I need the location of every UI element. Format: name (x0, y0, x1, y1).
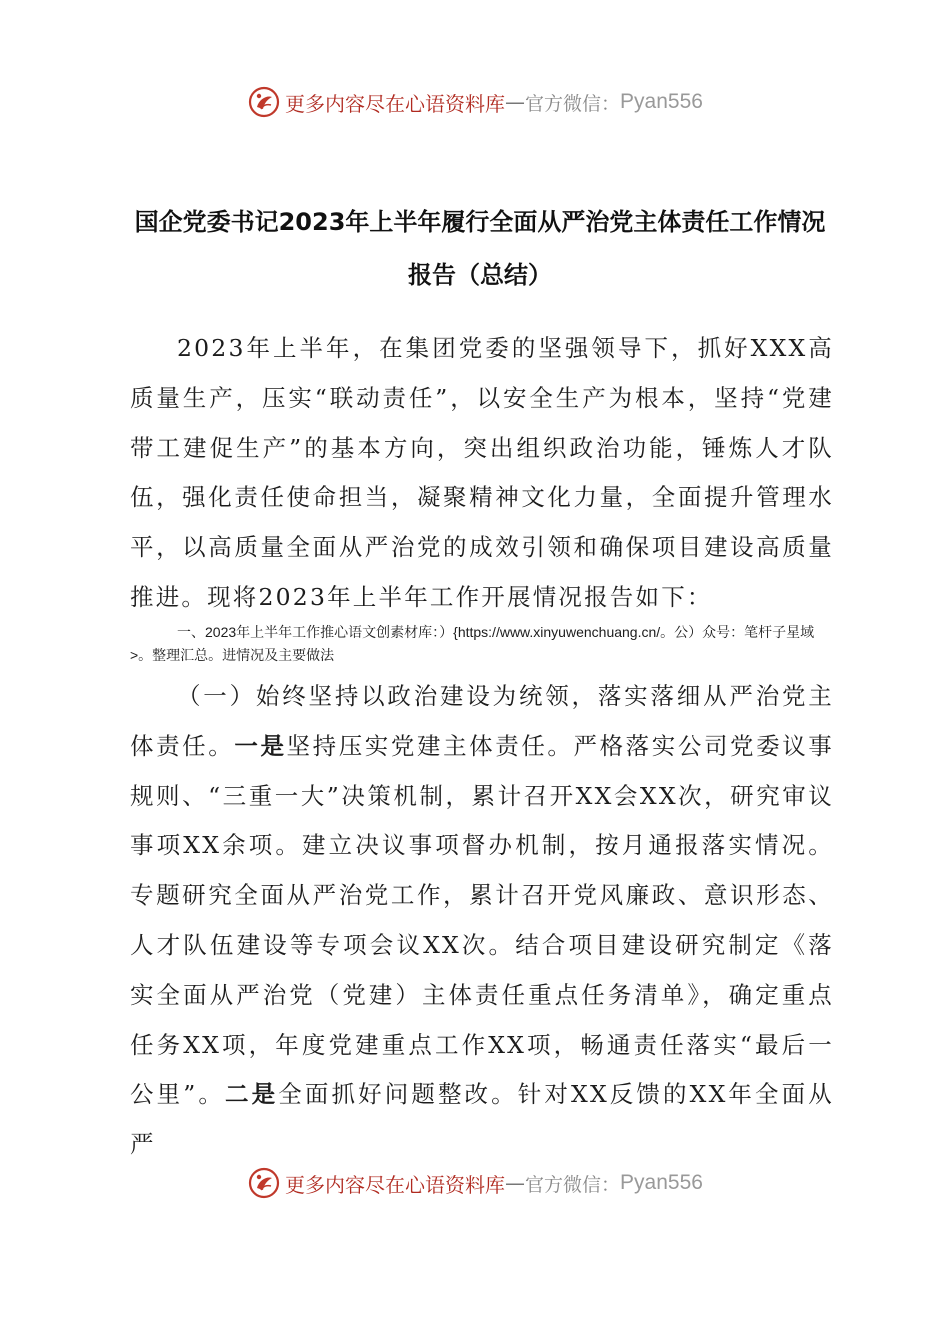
footer-brand-text: 更多内容尽在心语资料库 (285, 1172, 506, 1197)
flower-logo-icon (247, 85, 281, 119)
paragraph-lead: （一）始终坚持以政治建设为统领，落实落细从严治党主体责任。 (130, 682, 834, 760)
flower-logo-icon (247, 1166, 281, 1200)
footer-dash: — (505, 1171, 526, 1195)
banner-brand-text: 更多内容尽在心语资料库 (285, 91, 506, 116)
section-heading-note: 一、2023年上半年工作推心语文创素材库：）{https://www.xinyuwenchuang.cn/。公）众号：笔杆子星域>。整理汇总。进情况及主要做法 (130, 624, 815, 663)
banner-dash: — (505, 90, 526, 114)
paragraph-text-first: 坚持压实党建主体责任。严格落实公司党委议事规则、“三重一大”决策机制，累计召开XX会XX次，研究审议事项XX余项。建立决议事项督办机制，按月通报落实情况。专题研究全面从严治党工作，累计召开党风廉政、意识形态、人才队伍建设等专项会议XX次。结合项目建设研究制定《落实全面从严治党（党建）主体责任重点任务清单》，确定重点任务XX项，年度党建重点工作XX项，畅通责任落实“最后一公里”。 (130, 731, 834, 1109)
footer-banner (0, 1161, 950, 1205)
document-title: 国企党委书记2023年上半年履行全面从严治党主体责任工作情况报告（总结） (134, 208, 826, 289)
footer-contact-label: 官方微信： (525, 1173, 621, 1196)
banner-contact-label: 官方微信： (525, 92, 621, 115)
emphasis-second: 二是 (224, 1080, 279, 1109)
banner-account: Pyan556 (620, 90, 703, 113)
paragraph-intro: 2023年上半年，在集团党委的坚强领导下，抓好XXX高质量生产，压实“联动责任”，以安全生产为根本，坚持“党建带工建促生产”的基本方向，突出组织政治功能，锤炼人才队伍，强化责任使命担当，凝聚精神文化力量，全面提升管理水平，以高质量全面从严治党的成效引领和确保项目建设高质量推进。现将2023年上半年工作开展情况报告如下： (130, 334, 834, 611)
paragraph-section-one (130, 672, 834, 1170)
footer-account: Pyan556 (620, 1171, 703, 1194)
header-banner (0, 80, 950, 124)
paragraph-text-second: 全面抓好问题整改。针对XX反馈的XX年全面从严 (130, 1080, 834, 1159)
emphasis-first: 一是 (234, 731, 287, 760)
